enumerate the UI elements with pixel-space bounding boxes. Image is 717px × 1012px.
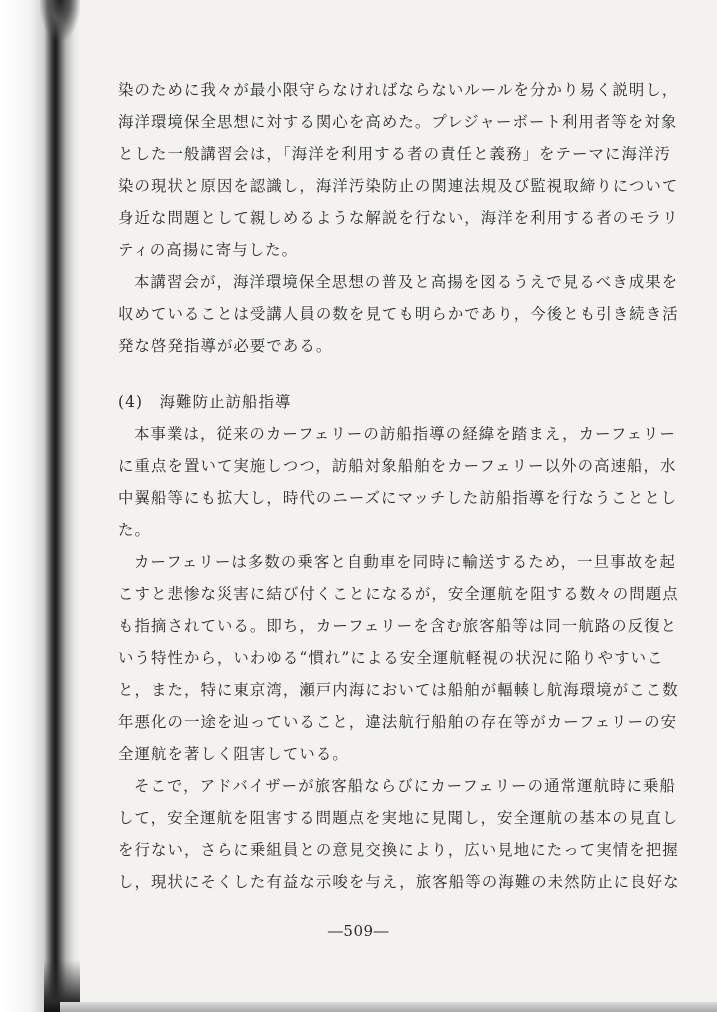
- paragraph-2: [118, 266, 679, 362]
- text-line: 年悪化の一途を辿っていること，違法航行船舶の存在等がカーフェリーの安: [118, 713, 678, 731]
- text-line: 全運航を著しく阻害している。: [118, 745, 349, 763]
- text-line: とした一般講習会は，「海洋を利用する者の責任と義務」をテーマに海洋汚: [118, 145, 671, 163]
- paragraph-4: [118, 546, 679, 770]
- text-line: カーフェリーは多数の乗客と自動車を同時に輸送するため，一旦事故を起: [134, 553, 677, 571]
- text-line: 身近な問題として親しめるような解説を行ない，海洋を利用する者のモラリ: [118, 209, 679, 227]
- section-gap: [118, 362, 666, 386]
- text-line: 収めていることは受講人員の数を見ても明らかであり，今後とも引き続き活: [118, 305, 679, 323]
- text-line: 本事業は，従来のカーフェリーの訪船指導の経緯を踏まえ，カーフェリー: [134, 425, 677, 443]
- text-line: に重点を置いて実施しつつ，訪船対象船舶をカーフェリー以外の高速船，水: [118, 457, 677, 475]
- gutter-top-shadow: [40, 0, 80, 40]
- text-line: 本講習会が，海洋環境保全思想の普及と高揚を図るうえで見るべき成果を: [134, 273, 679, 291]
- text-line: 海洋環境保全思想に対する関心を高めた。プレジャーボート利用者等を対象: [118, 113, 678, 131]
- paragraph-3: [118, 418, 678, 546]
- paragraph-1: [118, 74, 679, 266]
- page-number: ―509―: [327, 922, 390, 940]
- text-line: 染の現状と原因を認識し，海洋汚染防止の関連法規及び監視取締りについて: [118, 177, 679, 195]
- text-line: 中翼船等にも拡大し，時代のニーズにマッチした訪船指導を行なうこととし: [118, 489, 678, 507]
- text-line: いう特性から，いわゆる“慣れ”による安全運航軽視の状況に陥りやすいこ: [118, 649, 664, 667]
- paragraph-5: [118, 770, 680, 898]
- page-body: [118, 74, 680, 898]
- text-line: し，現状にそくした有益な示唆を与え，旅客船等の海難の未然防止に良好な: [118, 873, 680, 891]
- text-line: そこで，アドバイザーが旅客船ならびにカーフェリーの通常運航時に乗船: [134, 777, 677, 795]
- text-line: 発な啓発指導が必要である。: [118, 337, 333, 355]
- text-line: と，また，特に東京湾，瀬戸内海においては船舶が輻輳し航海環境がここ数: [118, 681, 679, 699]
- text-line: こすと悲惨な災害に結び付くことになるが，安全運航を阻する数々の問題点: [118, 585, 679, 603]
- text-line: 染のために我々が最小限守らなければならないルールを分かり易く説明し，: [118, 81, 679, 99]
- text-line: も指摘されている。即ち，カーフェリーを含む旅客船等は同一航路の反復と: [118, 617, 678, 635]
- page-bottom-edge: [60, 1002, 717, 1012]
- text-line: を行ない，さらに乗組員との意見交換により，広い見地にたって実情を把握: [118, 841, 679, 859]
- text-line: して，安全運航を阻害する問題点を実地に見聞し，安全運航の基本の見直し: [118, 809, 679, 827]
- text-line: た。: [118, 521, 151, 539]
- section-heading: (4) 海難防止訪船指導: [118, 393, 292, 411]
- book-gutter-shadow: [0, 0, 80, 1012]
- text-line: ティの高揚に寄与した。: [118, 241, 299, 259]
